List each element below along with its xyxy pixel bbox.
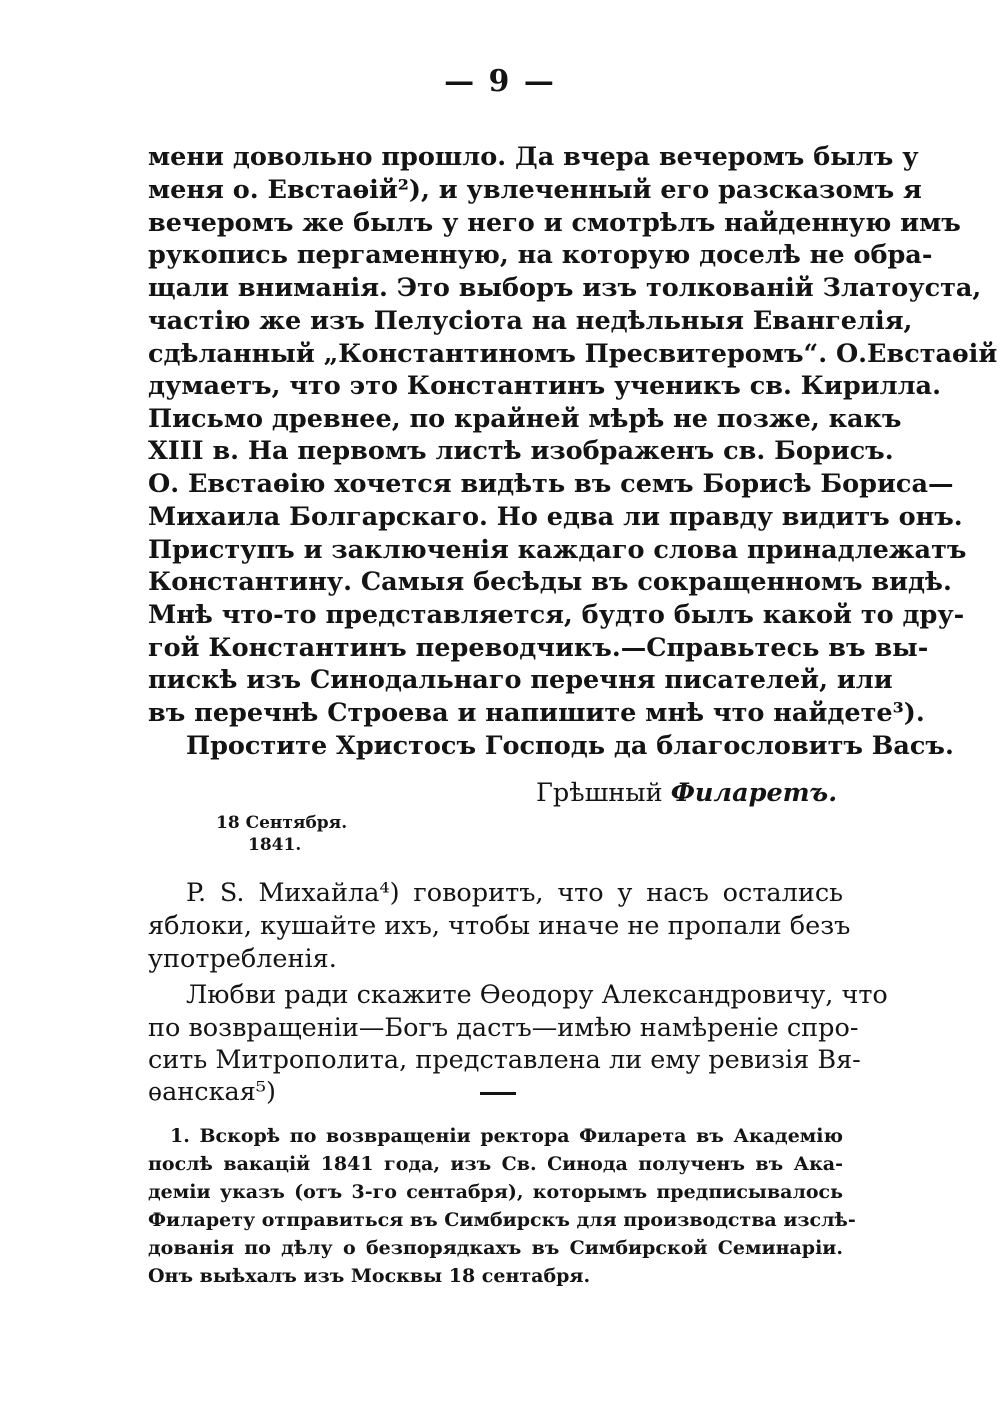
footnote-line: Филарету отправиться въ Симбирскъ для производства изслѣ- (148, 1209, 856, 1231)
date-year: 1841. (248, 835, 302, 855)
signature (536, 778, 837, 808)
footnote-line: Онъ выѣхалъ изъ Москвы 18 сентабря. (148, 1265, 591, 1287)
signature-name: Филаретъ. (670, 778, 838, 808)
body-line: думаетъ, что это Константинъ ученикъ св. Кирилла. (148, 371, 941, 401)
closing-line: Простите Христосъ Господь да благословитъ Васъ. (186, 731, 954, 761)
date-day-month: 18 Сентября. (216, 813, 348, 833)
body-line: сдѣланный „Константиномъ Пресвитеромъ“. О.Евстаѳій (148, 339, 998, 369)
paragraph-line: ѳанская⁵) (148, 1077, 276, 1107)
letter-date (216, 812, 347, 856)
body-line: О. Евстаѳію хочется видѣть въ семъ Борисѣ Бориса— (148, 469, 954, 499)
paragraph-line: по возвращеніи—Богъ дастъ—имѣю намѣреніе спро- (148, 1013, 859, 1043)
body-line: Приступъ и заключенія каждаго слова принадлежатъ (148, 535, 967, 565)
body-line: Михаила Болгарскаго. Но едва ли правду видитъ онъ. (148, 502, 963, 532)
body-line: Мнѣ что-то представляется, будто былъ какой то дру- (148, 600, 965, 630)
body-line: щали вниманія. Это выборъ изъ толкованій Златоуста, (148, 273, 982, 303)
body-line: пискѣ изъ Синодальнаго перечня писателей, или (148, 665, 893, 695)
body-line: рукопись пергаменную, на которую доселѣ не обра- (148, 240, 933, 270)
body-line: вечеромъ же былъ у него и смотрѣлъ найденную имъ (148, 208, 961, 238)
postscript-line: P. S. Михайла⁴) говоритъ, что у насъ остались (186, 878, 843, 908)
body-line: частію же изъ Пелусіота на недѣльныя Евангелія, (148, 306, 913, 336)
signature-prefix: Грѣшный (536, 778, 663, 808)
footnote-line: 1. Вскорѣ по возвращеніи ректора Филарета въ Академію (170, 1125, 843, 1147)
postscript-line: употребленія. (148, 944, 337, 974)
body-line: меня о. Евстаѳій²), и увлеченный его разсказомъ я (148, 175, 922, 205)
page-number: — 9 — (444, 64, 556, 99)
body-line: XIII в. На первомъ листѣ изображенъ св. Борисъ. (148, 436, 894, 466)
footnote-line: послѣ вакацій 1841 года, изъ Св. Синода полученъ въ Ака- (148, 1153, 843, 1175)
footnote-line: дованія по дѣлу о безпорядкахъ въ Симбирской Семинаріи. (148, 1237, 843, 1259)
body-line: Письмо древнее, по крайней мѣрѣ не позже, какъ (148, 404, 902, 434)
footnote-line: деміи указъ (отъ 3-го сентабря), которымъ предписывалось (148, 1181, 843, 1203)
paragraph-line: Любви ради скажите Ѳеодору Александровичу, что (186, 980, 888, 1010)
body-line: въ перечнѣ Строева и напишите мнѣ что найдете³). (148, 698, 925, 728)
section-dash (480, 1092, 516, 1095)
postscript-line: яблоки, кушайте ихъ, чтобы иначе не пропали безъ (148, 911, 851, 941)
paragraph-line: сить Митрополита, представлена ли ему ревизія Вя- (148, 1045, 861, 1075)
body-line: Константину. Самыя бесѣды въ сокращенномъ видѣ. (148, 567, 952, 597)
body-line: мени довольно прошло. Да вчера вечеромъ былъ у (148, 142, 919, 172)
body-line: гой Константинъ переводчикъ.—Справьтесь въ вы- (148, 633, 929, 663)
